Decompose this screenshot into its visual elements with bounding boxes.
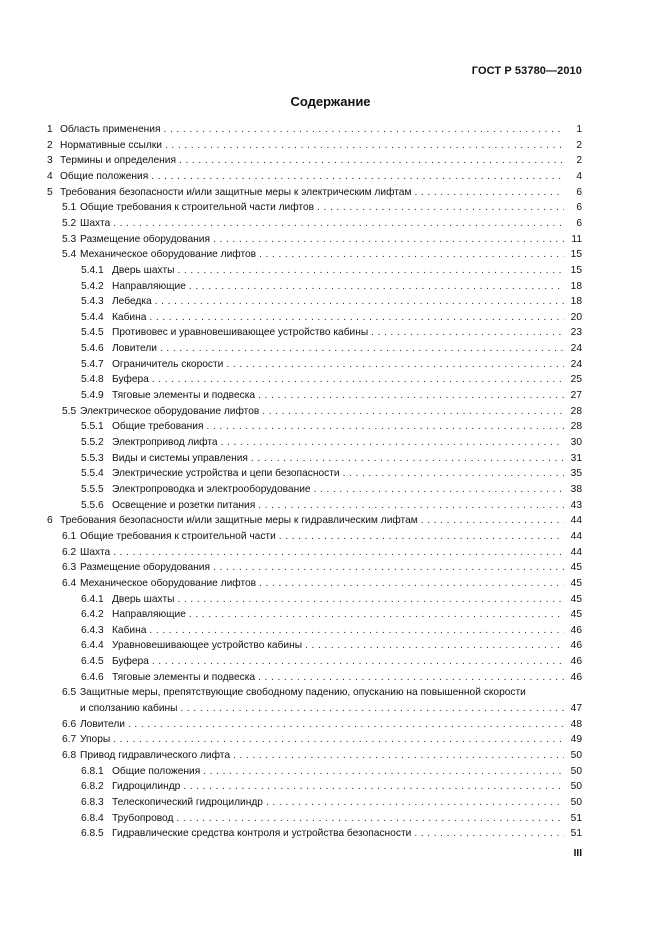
toc-entry[interactable] — [80, 530, 582, 544]
toc-entry-label: Буфера — [112, 656, 149, 668]
toc-entry-label: Размещение оборудования — [80, 562, 210, 574]
toc-entry-page: 4 — [576, 170, 582, 182]
toc-entry-page: 20 — [570, 311, 582, 323]
toc-entry[interactable] — [80, 702, 582, 716]
toc-entry-label: Область применения — [60, 124, 161, 135]
toc-entry-page: 6 — [576, 202, 582, 214]
toc-entry-page: 44 — [570, 515, 582, 527]
toc-entry-label: Буфера — [112, 374, 149, 386]
toc-dot-leader — [160, 342, 564, 356]
toc-entry[interactable] — [112, 420, 582, 434]
toc-entry[interactable] — [112, 436, 582, 450]
toc-entry[interactable] — [80, 749, 582, 763]
toc-entry-number: 6.8.4 — [81, 812, 104, 824]
toc-dot-leader — [149, 624, 564, 638]
toc-dot-leader — [113, 733, 564, 747]
toc-dot-leader — [262, 405, 564, 419]
document-id-header: ГОСТ Р 53780—2010 — [471, 65, 582, 77]
toc-entry-page: 49 — [570, 734, 582, 746]
toc-entry-label: и сползанию кабины — [80, 703, 178, 715]
toc-entry-label: Общие требования к строительной части — [80, 530, 276, 542]
toc-entry[interactable] — [112, 311, 582, 325]
toc-entry[interactable] — [60, 170, 582, 184]
toc-dot-leader — [258, 499, 564, 513]
toc-entry[interactable] — [112, 499, 582, 513]
toc-entry-label: Кабина — [112, 624, 147, 636]
toc-entry-page: 30 — [570, 437, 582, 448]
toc-dot-leader — [189, 280, 564, 294]
toc-entry-number: 6.8.1 — [81, 765, 104, 777]
toc-dot-leader — [128, 718, 564, 732]
toc-dot-leader — [155, 295, 564, 309]
toc-entry-label-line1: Защитные меры, препятствующие свободному падению, опусканию на повышенной скорости — [80, 687, 526, 699]
toc-dot-leader — [258, 389, 564, 403]
toc-entry-label: Гидроцилиндр — [112, 781, 181, 793]
toc-entry-number: 6.4.5 — [81, 656, 104, 668]
toc-entry-page: 45 — [570, 609, 582, 621]
toc-entry-number: 6.1 — [62, 530, 77, 542]
toc-dot-leader — [179, 154, 564, 168]
toc-entry-page: 28 — [570, 405, 582, 417]
toc-entry-number: 6.8 — [62, 750, 77, 761]
toc-entry-number: 6.4.2 — [81, 609, 104, 621]
toc-entry-number: 6.4 — [62, 577, 77, 589]
toc-dot-leader — [163, 123, 564, 137]
toc-entry-page: 15 — [570, 264, 582, 276]
toc-entry-label: Термины и определения — [60, 155, 176, 167]
toc-dot-leader — [259, 577, 564, 591]
toc-entry-page: 46 — [570, 624, 582, 636]
toc-entry[interactable] — [60, 139, 582, 153]
toc-entry-label: Шахта — [80, 217, 111, 229]
toc-entry[interactable] — [80, 201, 582, 215]
toc-entry[interactable] — [112, 389, 582, 403]
toc-entry-number: 4 — [47, 170, 53, 182]
toc-entry[interactable] — [112, 765, 582, 779]
toc-entry-number: 5.5.6 — [81, 499, 104, 511]
toc-entry-page: 11 — [571, 233, 582, 245]
toc-entry-number: 6.8.3 — [81, 796, 104, 808]
toc-entry-number: 5.4 — [62, 249, 77, 261]
toc-entry[interactable] — [112, 827, 582, 841]
toc-entry[interactable] — [60, 154, 582, 168]
toc-entry[interactable] — [80, 718, 582, 732]
toc-entry-label: Размещение оборудования — [80, 233, 210, 245]
toc-entry-number: 5.4.3 — [81, 296, 104, 308]
toc-dot-leader — [151, 170, 564, 184]
toc-entry-number: 6.4.1 — [81, 593, 104, 605]
toc-dot-leader — [213, 561, 564, 575]
toc-entry-label: Гидравлические средства контроля и устройства безопасности — [112, 828, 412, 840]
toc-entry-label: Общие положения — [60, 170, 149, 182]
toc-entry-label: Виды и системы управления — [112, 452, 248, 464]
toc-entry-number: 6.4.3 — [81, 624, 104, 636]
toc-entry-label: Упоры — [80, 734, 111, 746]
toc-entry-label: Требования безопасности и/или защитные меры к электрическим лифтам — [60, 186, 412, 198]
toc-entry-label: Дверь шахты — [112, 264, 175, 276]
toc-entry[interactable] — [80, 577, 582, 591]
toc-entry-number: 5.5.2 — [81, 437, 104, 448]
toc-entry-number: 5.4.7 — [81, 358, 104, 370]
toc-dot-leader — [421, 514, 564, 528]
toc-entry[interactable] — [80, 217, 582, 231]
toc-dot-leader — [207, 420, 564, 434]
page-number-footer: III — [573, 848, 582, 859]
toc-entry-number: 1 — [47, 124, 53, 135]
toc-dot-leader — [203, 765, 564, 779]
toc-entry-page: 1 — [576, 124, 582, 135]
toc-entry-page: 46 — [570, 671, 582, 683]
toc-dot-leader — [317, 201, 564, 215]
toc-dot-leader — [152, 655, 564, 669]
toc-entry-page: 50 — [570, 765, 582, 777]
toc-entry[interactable] — [112, 326, 582, 340]
toc-entry[interactable] — [80, 561, 582, 575]
toc-dot-leader — [258, 671, 564, 685]
toc-entry-page: 51 — [570, 828, 582, 840]
toc-entry-label: Шахта — [80, 546, 111, 558]
toc-entry-page: 45 — [570, 577, 582, 589]
toc-entry-label: Механическое оборудование лифтов — [80, 577, 257, 589]
toc-entry-number: 5.1 — [62, 202, 77, 214]
toc-entry[interactable] — [80, 546, 582, 560]
toc-entry-label: Направляющие — [112, 609, 186, 621]
toc-entry-page: 44 — [570, 530, 582, 542]
toc-entry-number: 6.6 — [62, 718, 77, 730]
toc-entry-page: 2 — [576, 139, 582, 151]
toc-entry-number: 6.5 — [62, 687, 77, 699]
toc-entry-label: Нормативные ссылки — [60, 139, 162, 151]
toc-entry-label: Тяговые элементы и подвеска — [112, 671, 256, 683]
toc-entry[interactable] — [112, 796, 582, 810]
toc-dot-leader — [233, 749, 564, 763]
toc-dot-leader — [189, 608, 564, 622]
toc-entry-page: 6 — [576, 217, 582, 229]
toc-entry[interactable] — [112, 593, 582, 607]
toc-entry[interactable] — [80, 733, 582, 747]
toc-entry-number: 5.4.2 — [81, 280, 104, 292]
toc-entry[interactable] — [112, 295, 582, 309]
toc-dot-leader — [343, 467, 564, 481]
toc-entry-page: 45 — [570, 562, 582, 574]
toc-dot-leader — [251, 452, 564, 466]
toc-entry-number: 5.3 — [62, 233, 77, 245]
toc-entry-page: 50 — [570, 781, 582, 793]
toc-dot-leader — [177, 593, 564, 607]
toc-entry-page: 28 — [570, 421, 582, 433]
toc-entry[interactable] — [60, 123, 582, 137]
toc-entry[interactable] — [80, 405, 582, 419]
toc-entry-number: 5.4.6 — [81, 343, 104, 355]
toc-entry-page: 31 — [570, 452, 582, 464]
toc-entry-number: 6.2 — [62, 546, 77, 558]
toc-entry-label: Привод гидравлического лифта — [80, 750, 230, 761]
toc-entry-page: 46 — [570, 640, 582, 652]
toc-dot-leader — [259, 248, 564, 262]
toc-dot-leader — [165, 139, 564, 153]
toc-entry-label: Трубопровод — [112, 812, 174, 824]
toc-entry-number: 5.4.4 — [81, 311, 104, 323]
toc-dot-leader — [149, 311, 564, 325]
toc-entry[interactable] — [112, 452, 582, 466]
toc-dot-leader — [152, 373, 564, 387]
toc-dot-leader — [176, 812, 564, 826]
toc-entry-number: 5.5.4 — [81, 468, 104, 480]
toc-entry-number: 5.5.5 — [81, 483, 104, 495]
toc-entry-label: Общие требования к строительной части лифтов — [80, 202, 315, 214]
toc-entry-label: Дверь шахты — [112, 593, 175, 605]
toc-entry-number: 5.4.5 — [81, 327, 104, 339]
toc-entry[interactable] — [112, 467, 582, 481]
toc-entry-number: 3 — [47, 155, 53, 167]
toc-dot-leader — [226, 358, 564, 372]
toc-entry-label: Электропривод лифта — [112, 437, 218, 448]
toc-entry-label: Электропроводка и электрооборудование — [112, 483, 311, 495]
toc-entry-label: Уравновешивающее устройство кабины — [112, 640, 303, 652]
page-title: Содержание — [290, 94, 371, 109]
toc-entry-page: 51 — [570, 812, 582, 824]
toc-entry-label: Тяговые элементы и подвеска — [112, 390, 256, 402]
toc-entry-number: 5.4.9 — [81, 390, 104, 402]
toc-entry-page: 38 — [570, 483, 582, 495]
toc-entry-page: 50 — [570, 750, 582, 761]
toc-dot-leader — [371, 326, 564, 340]
toc-entry-label: Освещение и розетки питания — [112, 499, 256, 511]
toc-dot-leader — [113, 217, 564, 231]
toc-entry-page: 50 — [570, 796, 582, 808]
toc-dot-leader — [414, 827, 564, 841]
toc-entry-page: 24 — [570, 343, 582, 355]
toc-entry[interactable] — [112, 373, 582, 387]
toc-entry-page: 44 — [570, 546, 582, 558]
toc-entry-label: Направляющие — [112, 280, 186, 292]
toc-entry-number: 6 — [47, 515, 53, 527]
toc-entry-page: 45 — [570, 593, 582, 605]
toc-entry-label: Требования безопасности и/или защитные меры к гидравлическим лифтам — [60, 515, 418, 527]
toc-entry-page: 25 — [570, 374, 582, 386]
toc-entry-number: 5.5 — [62, 405, 77, 417]
toc-entry[interactable] — [112, 639, 582, 653]
toc-entry-label: Ловители — [80, 718, 125, 730]
toc-entry-number: 5.5.3 — [81, 452, 104, 464]
toc-dot-leader — [314, 483, 564, 497]
toc-entry-label: Общие положения — [112, 765, 201, 777]
toc-entry[interactable] — [112, 280, 582, 294]
toc-entry-label: Противовес и уравновешивающее устройство кабины — [112, 327, 369, 339]
toc-dot-leader — [183, 780, 564, 794]
toc-entry-label: Механическое оборудование лифтов — [80, 249, 257, 261]
toc-entry[interactable] — [80, 233, 582, 247]
toc-entry-page: 24 — [570, 358, 582, 370]
toc-entry-number: 6.3 — [62, 562, 77, 574]
toc-dot-leader — [305, 639, 564, 653]
toc-entry-page: 43 — [570, 499, 582, 511]
toc-entry-number: 5.4.8 — [81, 374, 104, 386]
toc-entry-page: 15 — [570, 249, 582, 261]
toc-dot-leader — [180, 702, 564, 716]
toc-dot-leader — [213, 233, 564, 247]
toc-entry-page: 2 — [576, 155, 582, 167]
toc-entry-page: 18 — [570, 296, 582, 308]
toc-entry-number: 6.8.5 — [81, 828, 104, 840]
toc-entry-number: 2 — [47, 139, 53, 151]
toc-entry[interactable] — [112, 342, 582, 356]
toc-entry-number: 5.2 — [62, 217, 77, 229]
toc-entry-number: 5.4.1 — [81, 264, 104, 276]
toc-entry-number: 5 — [47, 186, 53, 198]
toc-entry-page: 27 — [570, 390, 582, 402]
toc-entry-number: 6.4.4 — [81, 640, 104, 652]
toc-entry-page: 46 — [570, 656, 582, 668]
toc-dot-leader — [279, 530, 564, 544]
toc-dot-leader — [113, 546, 564, 560]
toc-entry-label: Электрическое оборудование лифтов — [80, 405, 260, 417]
toc-entry[interactable] — [112, 671, 582, 685]
toc-entry[interactable] — [112, 624, 582, 638]
toc-entry[interactable] — [112, 608, 582, 622]
toc-entry[interactable] — [112, 483, 582, 497]
toc-entry[interactable] — [112, 264, 582, 278]
toc-entry[interactable] — [112, 812, 582, 826]
toc-entry-label: Электрические устройства и цепи безопасности — [112, 468, 340, 480]
toc-entry[interactable] — [112, 780, 582, 794]
toc-entry-page: 48 — [570, 718, 582, 730]
toc-entry-page: 35 — [570, 468, 582, 480]
toc-entry-number: 6.7 — [62, 734, 77, 746]
toc-dot-leader — [177, 264, 564, 278]
toc-entry-label: Ограничитель скорости — [112, 358, 224, 370]
toc-entry-label: Лебедка — [112, 296, 152, 308]
toc-entry-page: 47 — [570, 703, 582, 715]
toc-entry[interactable] — [60, 186, 582, 200]
toc-entry-label: Телескопический гидроцилиндр — [112, 796, 263, 808]
toc-entry-number: 6.4.6 — [81, 671, 104, 683]
toc-entry-page: 18 — [570, 280, 582, 292]
toc-entry[interactable] — [60, 514, 582, 528]
toc-entry-label: Общие требования — [112, 421, 204, 433]
toc-entry[interactable] — [112, 655, 582, 669]
toc-entry[interactable] — [112, 358, 582, 372]
toc-entry-page: 6 — [576, 186, 582, 198]
toc-entry-number: 6.8.2 — [81, 781, 104, 793]
toc-dot-leader — [221, 436, 564, 450]
toc-entry-page: 23 — [570, 327, 582, 339]
toc-entry-number: 5.5.1 — [81, 421, 104, 433]
toc-entry-label: Кабина — [112, 311, 147, 323]
toc-dot-leader — [266, 796, 564, 810]
toc-entry[interactable] — [80, 248, 582, 262]
toc-dot-leader — [414, 186, 564, 200]
toc-entry-label: Ловители — [112, 343, 157, 355]
